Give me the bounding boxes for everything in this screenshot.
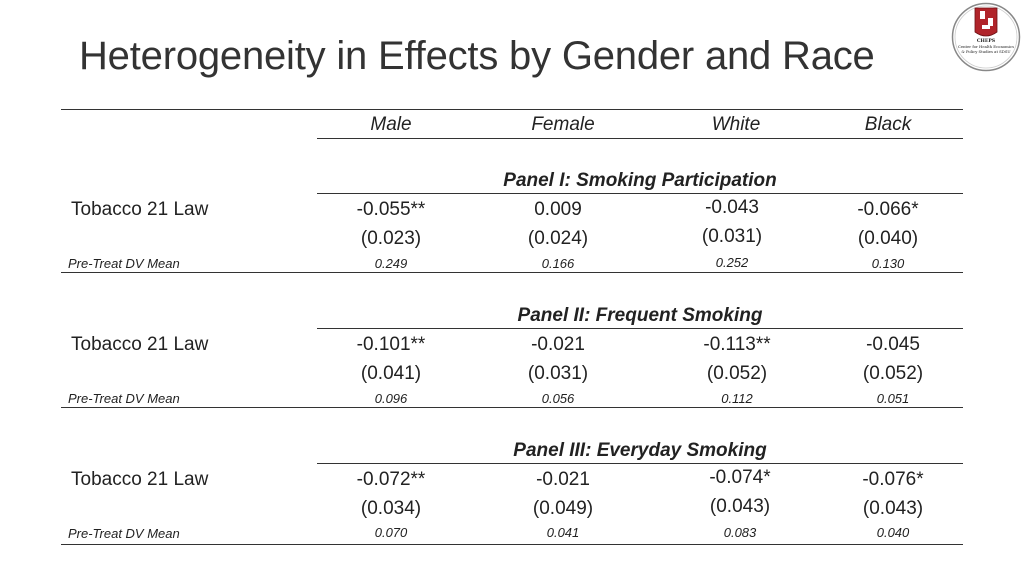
- standard-error-cell: (0.023): [360, 228, 422, 249]
- mean-row-label: Pre-Treat DV Mean: [68, 256, 180, 271]
- coefficient-cell: -0.043: [705, 197, 759, 218]
- logo-line-3: & Policy Studies at SDSU: [961, 49, 1011, 54]
- row-label: Tobacco 21 Law: [71, 199, 209, 220]
- mean-cell: 0.070: [374, 525, 408, 540]
- standard-error-cell: (0.031): [527, 363, 589, 384]
- panel-title: Panel I: Smoking Participation: [503, 170, 777, 191]
- coefficient-cell: 0.009: [534, 199, 582, 220]
- standard-error-cell: (0.043): [862, 498, 924, 519]
- panel-3-title-rule: [317, 463, 963, 464]
- mean-cell: 0.112: [721, 391, 753, 406]
- standard-error-cell: (0.041): [360, 363, 422, 384]
- mean-row-label: Pre-Treat DV Mean: [68, 391, 180, 406]
- panel-title: Panel III: Everyday Smoking: [513, 440, 767, 461]
- mean-cell: 0.040: [876, 525, 910, 540]
- mean-cell: 0.166: [541, 256, 575, 271]
- slide-title: Heterogeneity in Effects by Gender and Race: [79, 34, 875, 78]
- mean-cell: 0.130: [871, 256, 905, 271]
- coefficient-cell: -0.045: [866, 334, 920, 355]
- panel-1-title-rule: [317, 193, 963, 194]
- column-header-female: Female: [531, 114, 595, 135]
- mean-cell: 0.252: [715, 255, 749, 270]
- coefficient-cell: -0.101**: [356, 334, 426, 355]
- table-bottom-rule: [61, 544, 963, 545]
- mean-cell: 0.051: [876, 391, 910, 406]
- standard-error-cell: (0.043): [709, 496, 771, 517]
- standard-error-cell: (0.052): [706, 363, 768, 384]
- panel-2-bottom-rule: [61, 407, 963, 408]
- column-header-black: Black: [864, 114, 912, 135]
- panel-2-title-rule: [317, 328, 963, 329]
- mean-cell: 0.083: [723, 525, 757, 540]
- standard-error-cell: (0.049): [532, 498, 594, 519]
- coefficient-cell: -0.021: [531, 334, 585, 355]
- coefficient-cell: -0.074*: [709, 467, 771, 488]
- panel-1-bottom-rule: [61, 272, 963, 273]
- standard-error-cell: (0.031): [701, 226, 763, 247]
- mean-cell: 0.041: [546, 525, 580, 540]
- row-label: Tobacco 21 Law: [71, 469, 209, 490]
- coefficient-cell: -0.055**: [356, 199, 426, 220]
- logo-line-2: Center for Health Economics: [957, 44, 1015, 49]
- standard-error-cell: (0.034): [360, 498, 422, 519]
- logo-line-1: CHEPS: [976, 39, 996, 44]
- column-header-white: White: [711, 114, 761, 135]
- standard-error-cell: (0.052): [862, 363, 924, 384]
- mean-row-label: Pre-Treat DV Mean: [68, 526, 180, 541]
- panel-title: Panel II: Frequent Smoking: [517, 305, 763, 326]
- coefficient-cell: -0.113**: [703, 334, 771, 355]
- coefficient-cell: -0.066*: [857, 199, 919, 220]
- row-label: Tobacco 21 Law: [71, 334, 209, 355]
- mean-cell: 0.056: [541, 391, 575, 406]
- coefficient-cell: -0.021: [536, 469, 590, 490]
- column-header-male: Male: [370, 114, 412, 135]
- mean-cell: 0.249: [374, 256, 408, 271]
- table-top-rule: [61, 109, 963, 110]
- coefficient-cell: -0.076*: [862, 469, 924, 490]
- mean-cell: 0.096: [374, 391, 408, 406]
- header-bottom-rule: [317, 138, 963, 139]
- standard-error-cell: (0.040): [857, 228, 919, 249]
- standard-error-cell: (0.024): [527, 228, 589, 249]
- coefficient-cell: -0.072**: [356, 469, 426, 490]
